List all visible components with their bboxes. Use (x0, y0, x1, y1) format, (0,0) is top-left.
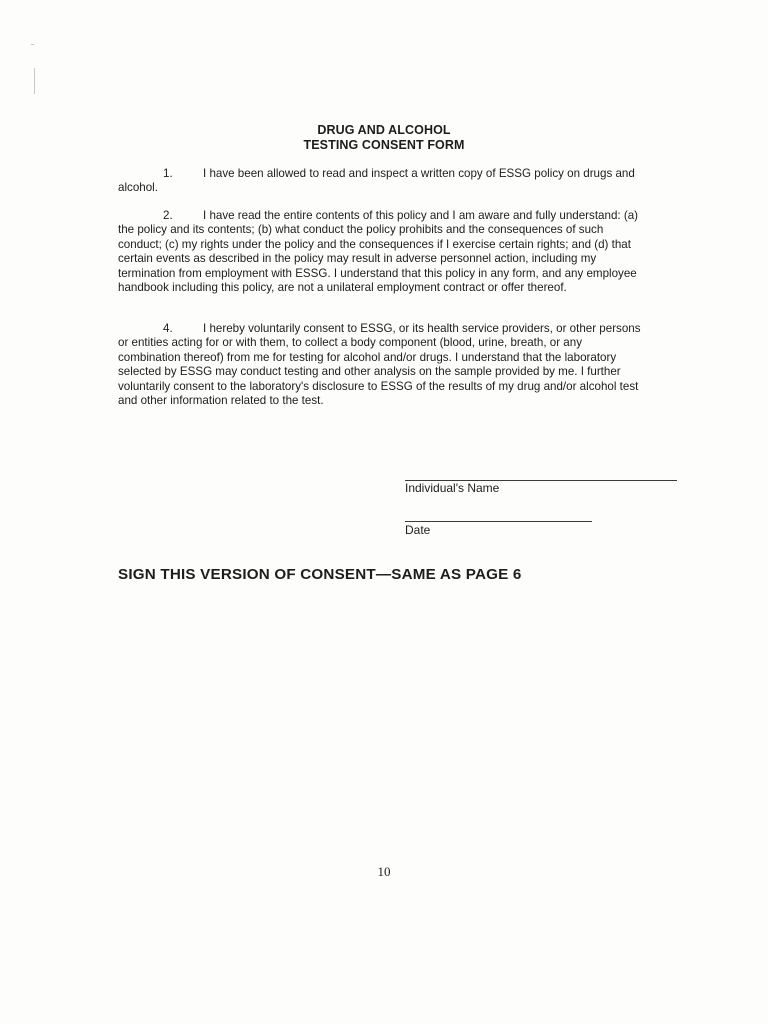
name-label: Individual's Name (405, 481, 500, 495)
sign-instruction: SIGN THIS VERSION OF CONSENT—SAME AS PAGE 6 (118, 566, 522, 583)
scan-artifact (31, 44, 34, 45)
consent-paragraph-1 (118, 167, 646, 196)
consent-paragraph-2 (118, 209, 646, 295)
date-label: Date (405, 523, 431, 537)
paragraph-number: 4. (163, 322, 173, 335)
page-number: 10 (377, 864, 391, 879)
consent-paragraph-4 (118, 322, 646, 408)
form-title-line-2: TESTING CONSENT FORM (303, 138, 465, 152)
paragraph-number: 1. (163, 167, 173, 180)
paragraph-text: I have been allowed to read and inspect a written copy of ESSG policy on drugs and alcohol. (118, 167, 635, 195)
paragraph-text: I hereby voluntarily consent to ESSG, or its health service providers, or other persons or entities acting for or with them, to collect a body component (blood, urine, breath, or any combination thereof) from me for testing for alcohol and/or drugs. I understand that the laboratory selected by ESSG may conduct testing and other analysis on the sample provided by me. I further voluntarily consent to the laboratory's disclosure to ESSG of the results of my drug and/or alcohol test and other information related to the test. (118, 322, 641, 408)
form-title-line-1: DRUG AND ALCOHOL (317, 123, 451, 137)
paragraph-text: I have read the entire contents of this policy and I am aware and fully understand: (a) the policy and its contents; (b) what conduct the policy prohibits and the consequences of such conduct; (c) my rights under the policy and the consequences if I exercise certain rights; and (d) that certain events as described in the policy may result in adverse personnel action, including my termination from employment with ESSG. I understand that this policy in any form, and any employee handbook including this policy, are not a unilateral employment contract or offer thereof. (118, 209, 639, 295)
form-title (0, 123, 768, 153)
scan-artifact (34, 68, 35, 94)
paragraph-number: 2. (163, 209, 173, 222)
date-signature-line[interactable] (405, 521, 592, 522)
